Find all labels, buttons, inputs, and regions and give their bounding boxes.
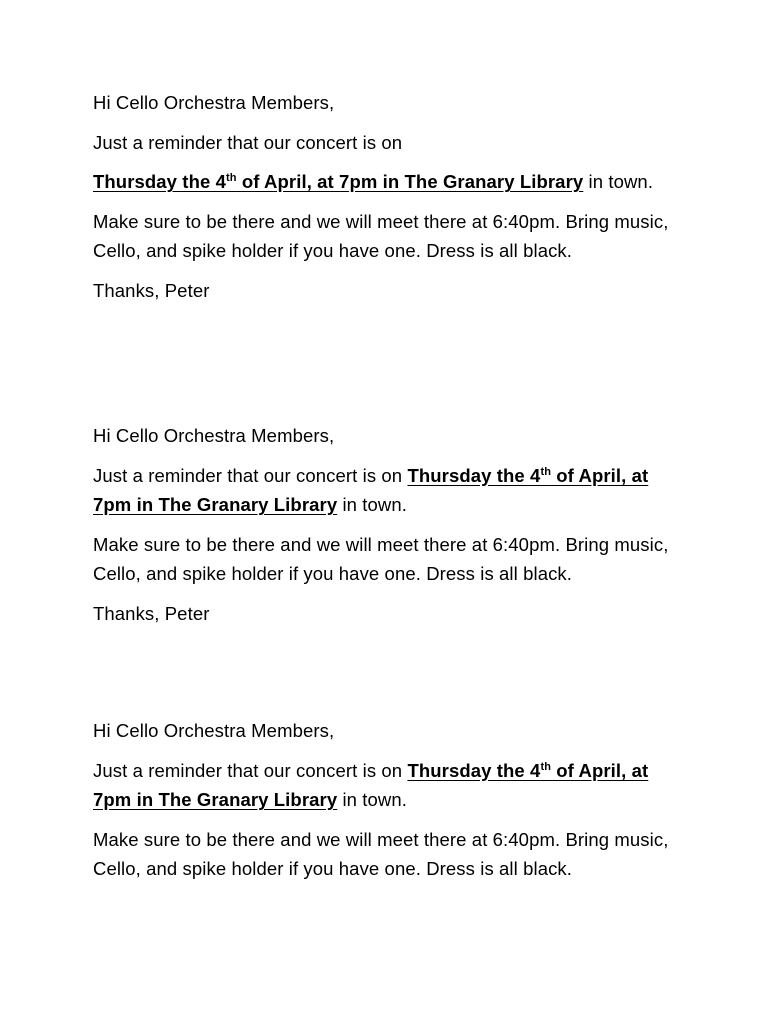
intro-text: Just a reminder that our concert is on: [93, 131, 403, 153]
signoff: Thanks, Peter: [93, 279, 210, 301]
event-day: Thursday the 4: [407, 759, 541, 781]
signoff: Thanks, Peter: [93, 602, 210, 624]
event-rest: of April, at 7pm in The Granary Library: [236, 171, 584, 192]
instructions: Make sure to be there and we will meet there at 6:40pm. Bring music, Cello, and spike holder if you have one. Dress is all black.: [93, 828, 669, 879]
event-highlight: [93, 171, 583, 192]
intro-event-details: [93, 461, 683, 520]
reminder-note-3: [93, 716, 683, 894]
greeting: Hi Cello Orchestra Members,: [93, 720, 335, 741]
event-rest: of April, at 7pm in The Granary Library: [93, 759, 649, 810]
intro-text: Just a reminder that our concert is on: [93, 759, 408, 781]
location-tail: in town.: [337, 494, 407, 515]
instructions: Make sure to be there and we will meet there at 6:40pm. Bring music, Cello, and spike holder if you have one. Dress is all black.: [93, 210, 669, 261]
intro-text: Just a reminder that our concert is on: [93, 464, 408, 486]
reminder-note-2: [93, 421, 683, 638]
reminder-note-1: [93, 88, 683, 315]
event-day: Thursday the 4: [407, 464, 541, 486]
event-details: [93, 167, 683, 197]
greeting: Hi Cello Orchestra Members,: [93, 92, 335, 113]
ordinal-suffix: th: [540, 465, 552, 478]
location-tail: in town.: [337, 789, 407, 810]
location-tail: in town.: [583, 171, 654, 192]
event-rest: of April, at 7pm in The Granary Library: [93, 464, 649, 515]
intro-event-details: [93, 756, 683, 815]
ordinal-suffix: th: [540, 760, 552, 773]
ordinal-suffix: th: [226, 171, 237, 184]
instructions: Make sure to be there and we will meet there at 6:40pm. Bring music, Cello, and spike holder if you have one. Dress is all black.: [93, 533, 669, 584]
event-day: Thursday the 4: [93, 171, 226, 192]
greeting: Hi Cello Orchestra Members,: [93, 425, 335, 446]
